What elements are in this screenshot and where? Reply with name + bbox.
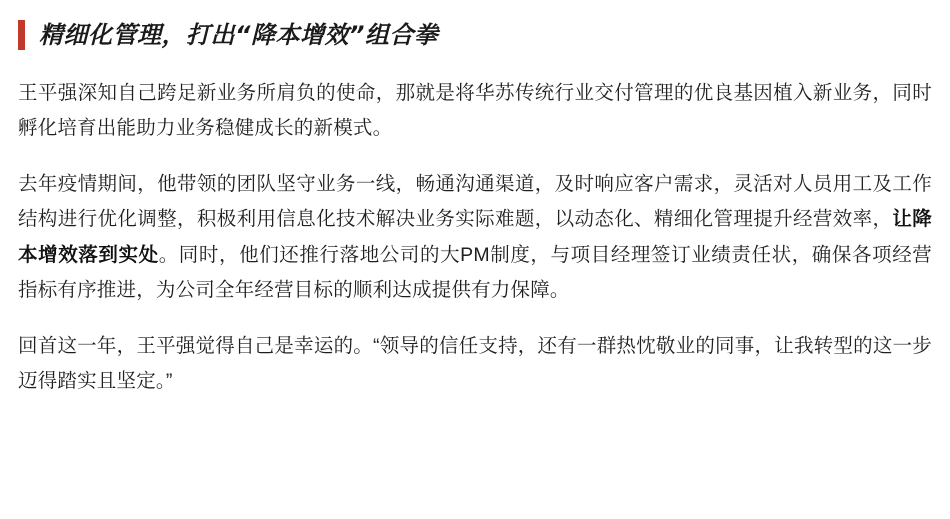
paragraph [18,167,932,309]
body-text: 回首这一年，王平强觉得自己是幸运的。“领导的信任支持，还有一群热忱敬业的同事，让我转型的这一步迈得踏实且坚定。” [18,334,932,393]
article-body [18,76,932,400]
body-text: 去年疫情期间，他带领的团队坚守业务一线，畅通沟通渠道，及时响应客户需求，灵活对人员用工及工作结构进行优化调整，积极利用信息化技术解决业务实际难题，以动态化、精细化管理提升经营效率， [18,172,932,231]
heading-accent-bar [18,20,25,50]
paragraph [18,329,932,400]
heading-title: 精细化管理，打出“降本增效”组合拳 [39,21,439,49]
emphasis-text: 让降本增效落到实处 [18,208,932,266]
section-heading [18,20,932,50]
body-text: 王平强深知自己跨足新业务所肩负的使命，那就是将华苏传统行业交付管理的优良基因植入新业务，同时孵化培育出能助力业务稳健成长的新模式。 [18,82,932,140]
paragraph [18,76,932,147]
body-text: 。同时，他们还推行落地公司的大PM制度，与项目经理签订业绩责任状，确保各项经营指标有序推进，为公司全年经营目标的顺利达成提供有力保障。 [18,243,932,302]
